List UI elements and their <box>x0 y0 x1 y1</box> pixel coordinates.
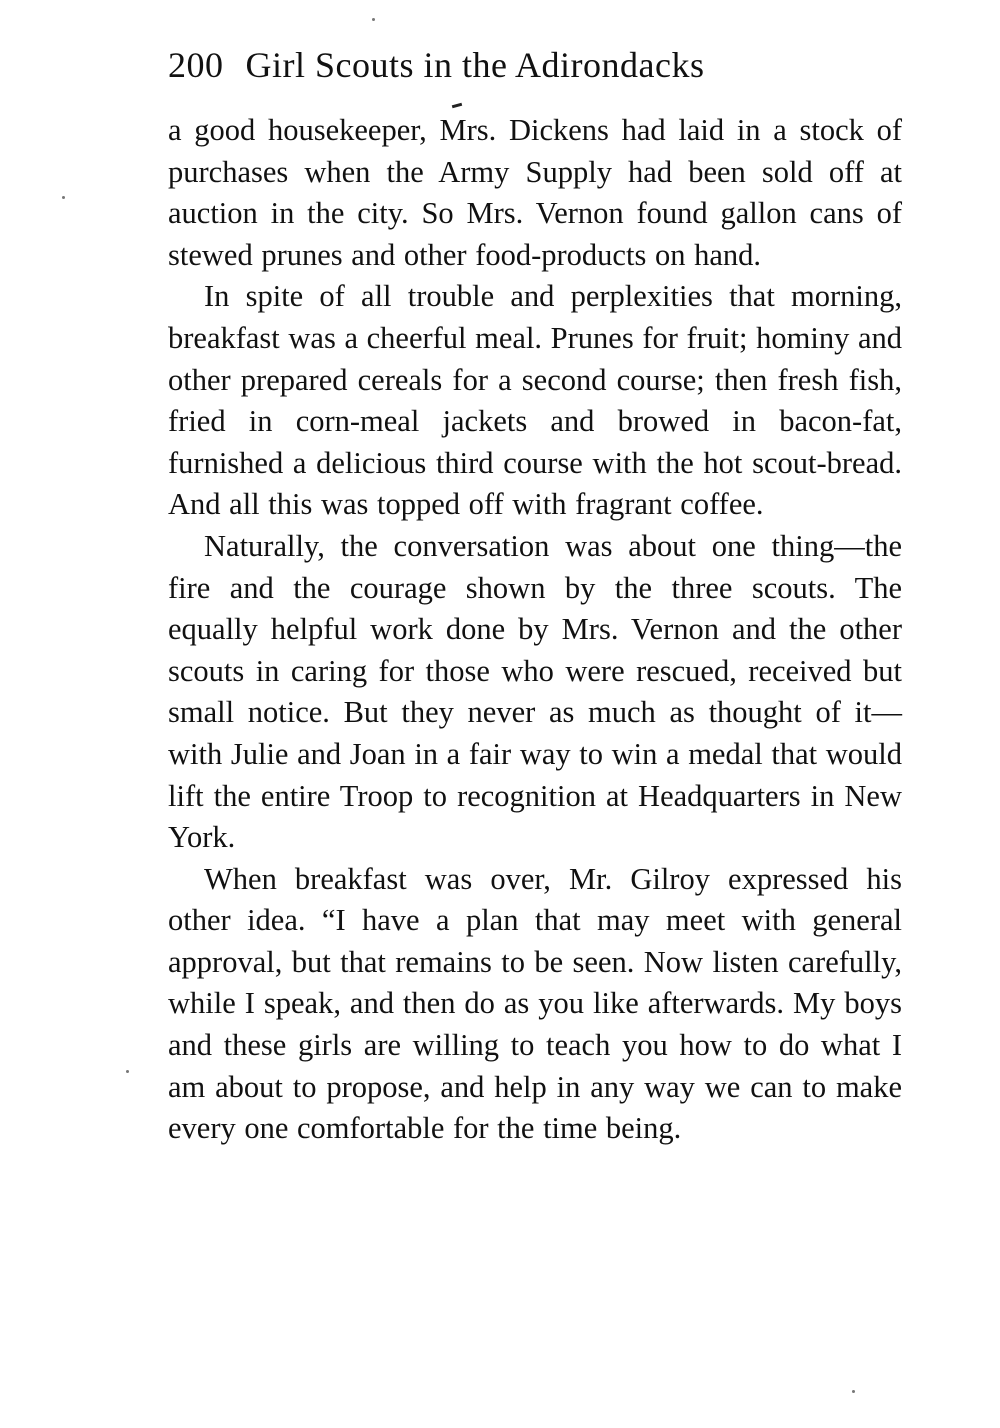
paragraph: When breakfast was over, Mr. Gilroy expressed his other idea. “I have a plan that may meet with general approval, but that remains to be seen. Now listen carefully, while I speak, and then do as you like afterwards. My boys and these girls are willing to teach you how to do what I am about to propose, and help in any way we can to make every one comfortable for the time being. <box>168 861 902 1146</box>
paper-speck <box>62 196 65 199</box>
running-header <box>168 44 908 92</box>
paragraph: Naturally, the conversation was about one thing—the fire and the courage shown by the three scouts. The equally helpful work done by Mrs. Vernon and the other scouts in caring for those who were rescued, received but small notice. But they never as much as thought of it—with Julie and Joan in a fair way to win a medal that would lift the entire Troop to recognition at Headquarters in New York. <box>168 528 902 855</box>
running-title: Girl Scouts in the Adirondacks <box>245 45 705 85</box>
paragraph: In spite of all trouble and perplexities that morning, breakfast was a cheerful meal. Prunes for fruit; hominy and other prepared cereals for a second course; then fresh fish, fried in corn-meal jackets and browed in bacon-fat, furnished a delicious third course with the hot scout-bread. And all this was topped off with fragrant coffee. <box>168 279 902 522</box>
paper-speck <box>852 1390 855 1393</box>
page-body <box>168 110 902 1150</box>
paper-speck <box>372 18 375 21</box>
paragraph-continued: a good housekeeper, Mrs. Dickens had laid in a stock of purchases when the Army Supply had been sold off at auction in the city. So Mrs. Vernon found gallon cans of stewed prunes and other food-products on hand. <box>168 113 902 272</box>
page-number: 200 <box>168 45 224 85</box>
printer-mark <box>452 103 462 108</box>
paper-speck <box>126 1070 129 1073</box>
